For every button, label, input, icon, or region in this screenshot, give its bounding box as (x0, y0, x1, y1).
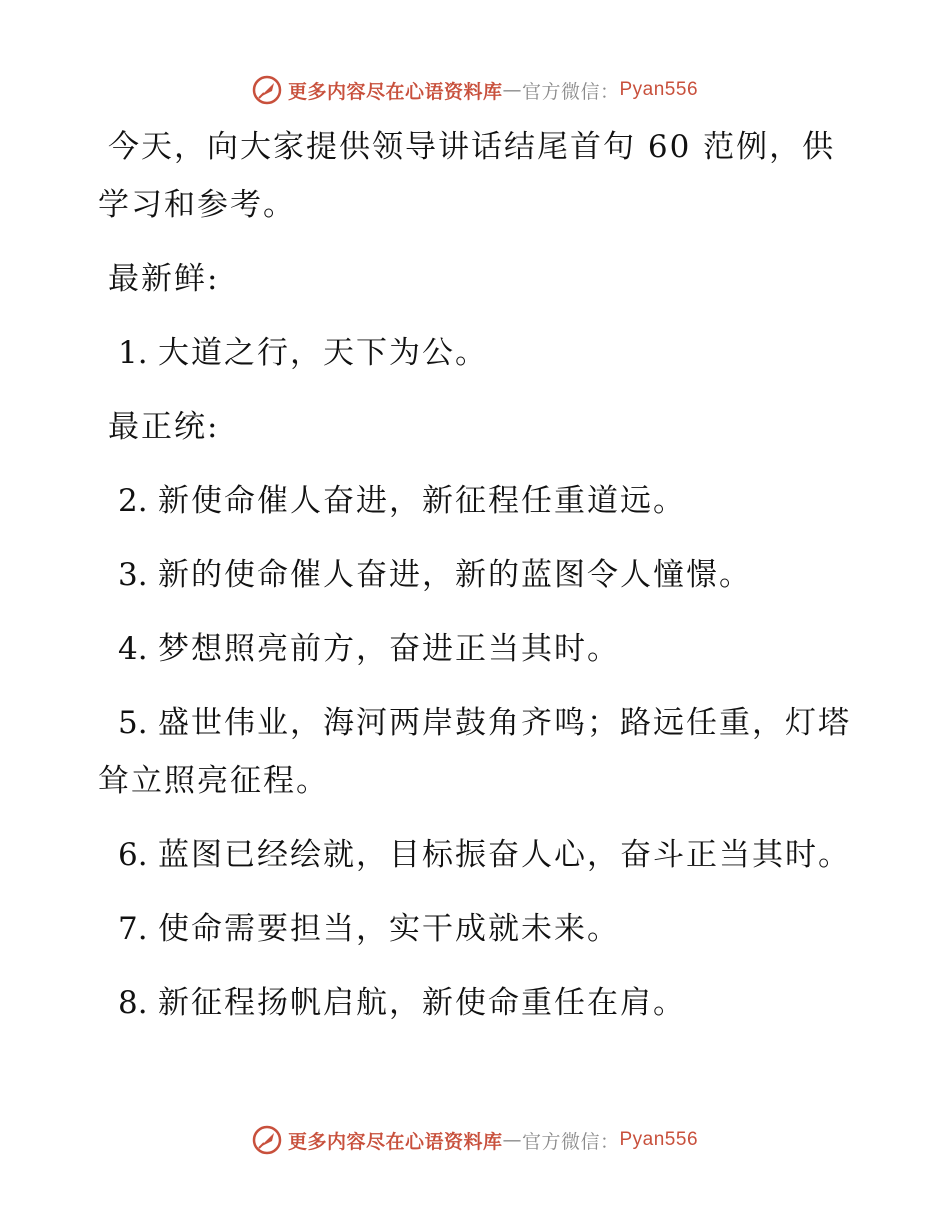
watermark-wechat-id: Pyan556 (619, 79, 699, 100)
list-item-number: 4. (118, 631, 148, 667)
list-item-text: 新使命催人奋进，新征程任重道远。 (158, 483, 686, 519)
list-item-number: 1. (118, 335, 148, 371)
list-item-text: 蓝图已经绘就，目标振奋人心，奋斗正当其时。 (158, 837, 851, 873)
feather-pen-icon (252, 1125, 282, 1155)
section-heading-freshest: 最新鲜: (108, 261, 220, 297)
list-item (98, 620, 858, 678)
watermark-wechat-label: 官方微信： (521, 80, 620, 103)
list-item-text: 梦想照亮前方，奋进正当其时。 (158, 631, 620, 667)
watermark-wechat-id: Pyan556 (619, 1129, 699, 1150)
list-item-number: 7. (118, 911, 148, 947)
section-heading-orthodox: 最正统: (108, 409, 220, 445)
watermark-brand: 更多内容尽在心语资料库 (287, 80, 503, 103)
list-item (98, 472, 858, 530)
watermark-brand: 更多内容尽在心语资料库 (287, 1130, 503, 1153)
list-item-text: 大道之行，天下为公。 (158, 335, 488, 371)
list-item-number: 6. (118, 837, 148, 873)
list-item (98, 546, 858, 604)
feather-pen-icon (252, 75, 282, 105)
footer-watermark-banner (0, 1120, 950, 1160)
list-item-text: 盛世伟业，海河两岸鼓角齐鸣；路远任重，灯塔耸立照亮征程。 (98, 705, 851, 799)
list-item-text: 新的使命催人奋进，新的蓝图令人憧憬。 (158, 557, 752, 593)
list-item-number: 8. (118, 985, 148, 1021)
list-item-number: 5. (118, 705, 148, 741)
paragraph-intro: 今天，向大家提供领导讲话结尾首句 60 范例，供学习和参考。 (98, 129, 836, 223)
watermark-wechat-label: 官方微信： (521, 1130, 620, 1153)
header-watermark-banner (0, 70, 950, 110)
watermark-separator: — (502, 1129, 522, 1151)
list-item-text: 使命需要担当，实干成就未来。 (158, 911, 620, 947)
watermark-separator: — (502, 79, 522, 101)
list-item-number: 3. (118, 557, 148, 593)
list-item (98, 324, 858, 382)
document-body (98, 118, 858, 1048)
list-item-text: 新征程扬帆启航，新使命重任在肩。 (158, 985, 686, 1021)
list-item (98, 694, 858, 810)
list-item (98, 826, 858, 884)
list-item (98, 974, 858, 1032)
list-item-number: 2. (118, 483, 148, 519)
list-item (98, 900, 858, 958)
